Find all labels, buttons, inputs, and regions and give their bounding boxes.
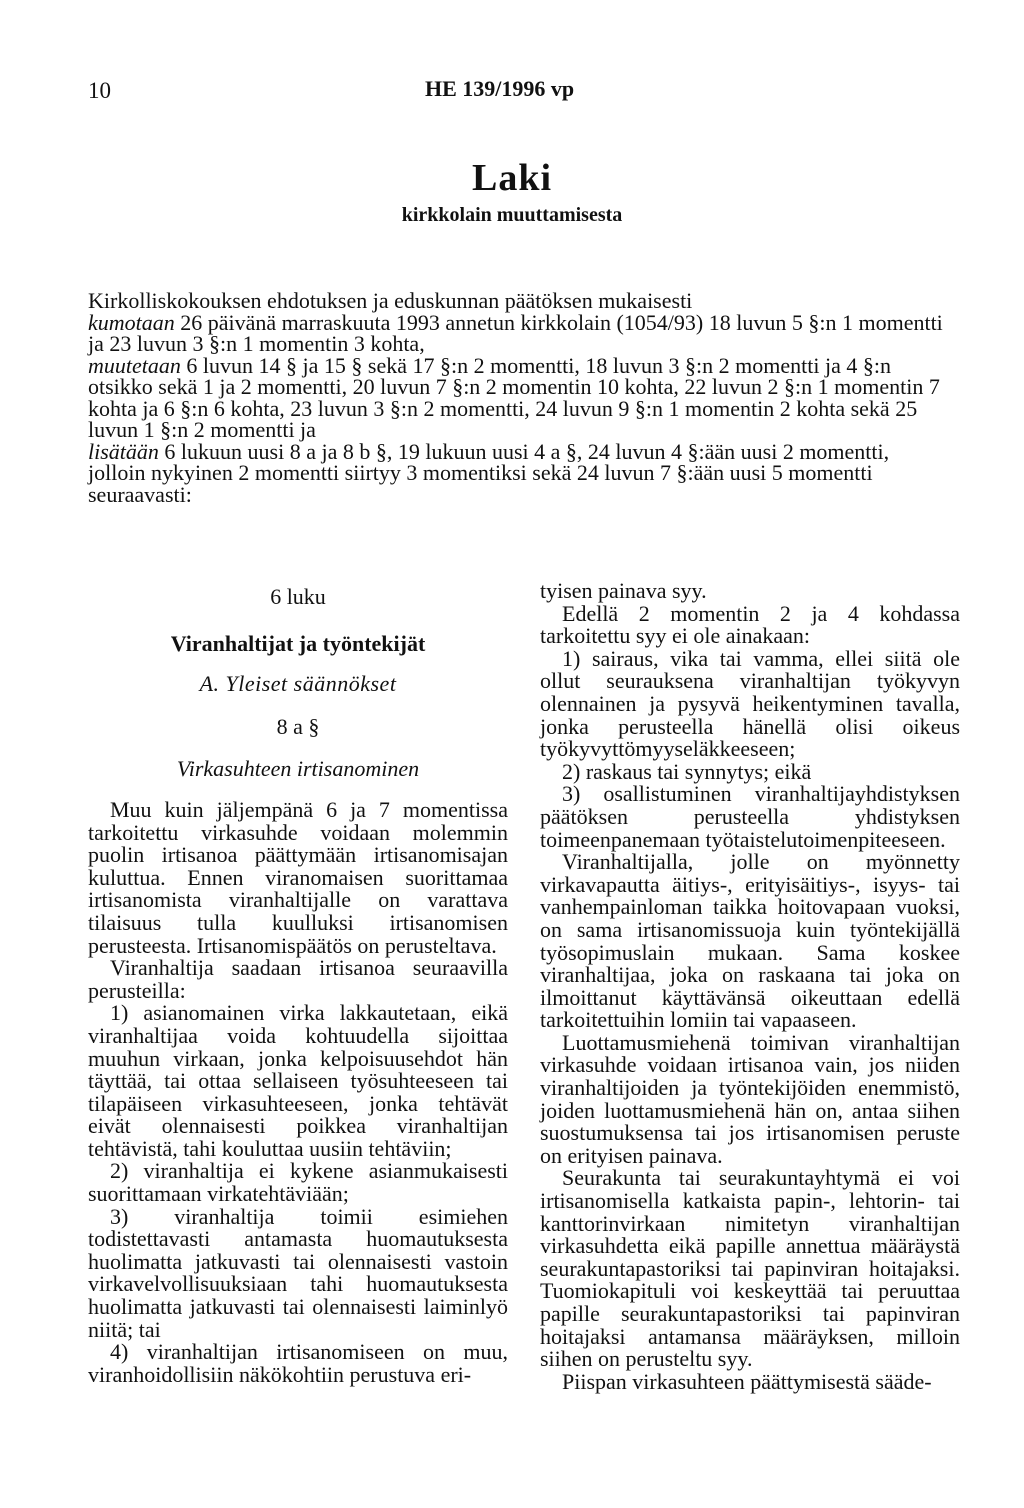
paragraph: Viranhaltijalla, jolle on myönnetty virkavapautta äitiys-, erityisäitiys-, isyys- tai vanhempainloman taikka hoitovapaan vuoksi, on sama irtisanomissuoja kuin työntekijällä työsopimuslain mukaan. Sama koskee viranhaltijaa, joka on raskaana tai joka on ilmoittanut käyttävänsä oikeuttaan edellä tarkoitettuihin lomiin tai vapaaseen. [540,849,960,1033]
paragraph: Luottamusmiehenä toimivan viranhaltijan virkasuhde voidaan irtisanoa vain, jos niiden viranhaltijoiden ja työntekijöiden enemmistö, joiden luottamusmiehenä hän on, antaa siihen suostumuksensa tai jos irtisanomisen peruste on erityisen painava. [540,1029,960,1168]
section-number: 8 a § [276,713,320,739]
list-item: 2) raskaus tai synnytys; eikä [562,758,812,784]
running-head: HE 139/1996 vp [425,76,575,101]
paragraph: Viranhaltija saadaan irtisanoa seuraavilla perusteilla: [88,955,508,1003]
preamble-intro: Kirkolliskokouksen ehdotuksen ja eduskunnan päätöksen mukaisesti [88,288,693,313]
law-title: Laki [471,157,553,199]
paragraph: Piispan virkasuhteen päättymisestä sääde- [562,1368,932,1394]
repeal-keyword: kumotaan [88,309,175,335]
chapter-number: 6 luku [270,584,326,609]
list-item: 3) osallistuminen viranhaltijayhdistyksen päätöksen perusteella yhdistyksen toimeenpanemaan työtaistelutoimenpiteeseen. [540,781,960,852]
repeal-text: 26 päivänä marraskuuta 1993 annetun kirkkolain (1054/93) 18 luvun 5 §:n 1 momentti ja 23 luvun 3 §:n 1 momentin 3 kohta, [88,309,943,356]
amend-keyword: muutetaan [88,352,181,378]
add-keyword: lisätään [88,438,159,464]
paragraph: Edellä 2 momentin 2 ja 4 kohdassa tarkoitettu syy ei ole ainakaan: [540,600,960,649]
preamble-add [88,438,950,507]
paragraph: Muu kuin jäljempänä 6 ja 7 momentissa tarkoitettu virkasuhde voidaan molemmin puolin irtisanoa päättymään irtisanomisajan kuluttua. Ennen viranomaisen suorittamaa irtisanomista viranhaltijalle on varattava tilaisuus tulla kuulluksi irtisanomisen perusteesta. Irtisanomispäätös on perusteltava. [88,796,508,958]
preamble-repeal [88,309,950,356]
preamble-amend [88,352,950,442]
page-number: 10 [88,78,111,103]
list-item: 1) sairaus, vika tai vamma, ellei siitä ole ollut seurauksena viranhaltijan työkyvyn olennainen ja pysyvä heikentyminen tavalla, jonka perusteella hänellä olisi oikeus työkyvyttömyyseläkkeeseen; [540,645,960,762]
preamble [88,290,950,505]
amend-text: 6 luvun 14 § ja 15 § sekä 17 §:n 2 momentti, 18 luvun 3 §:n 2 momentti ja 4 §:n otsikko sekä 1 ja 2 momentti, 20 luvun 7 §:n 2 momentin 10 kohta, 22 luvun 2 §:n 1 momentin 7 kohta ja 6 §:n 6 kohta, 23 luvun 3 §:n 2 momentti, 24 luvun 9 §:n 1 momentin 2 kohta sekä 25 luvun 1 §:n 2 momentti ja [88,352,940,442]
paragraph: Seurakunta tai seurakuntayhtymä ei voi irtisanomisella katkaista papin-, lehtorin- tai kanttorinvirkaan nimitetyn viranhaltijan virkasuhdetta eikä papille annettua määräystä seurakuntapastoriksi tai papinviran hoitajaksi. Tuomiokapituli voi keskeyttää tai peruuttaa papille seurakuntapastoriksi tai papinviran hoitajaksi antamansa määräyksen, milloin siihen on perusteltu syy. [540,1165,960,1372]
chapter-title: Viranhaltijat ja työntekijät [170,630,426,656]
left-column [88,580,508,1386]
section-title: Virkasuhteen irtisanominen [176,756,420,782]
add-text: 6 lukuun uusi 8 a ja 8 b §, 19 lukuun uusi 4 a §, 24 luvun 4 §:ään uusi 2 momentti, jolloin nykyinen 2 momentti siirtyy 3 momentiksi sekä 24 luvun 7 §:ään uusi 5 momentti seuraavasti: [88,438,890,507]
paragraph-continuation: tyisen painava syy. [540,578,707,603]
list-item: 3) viranhaltija toimii esimiehen todistettavasti antamasta huomautuksesta huolimatta jatkuvasti tai olennaisesti vastoin virkavelvollisuuksiaan tahi huomautuksesta huolimatta jatkuvasti tai olennaisesti laiminlyö niitä; tai [88,1203,508,1342]
section-group-heading: A. Yleiset säännökset [199,671,397,697]
list-item: 1) asianomainen virka lakkautetaan, eikä viranhaltijaa voida kohtuudella sijoittaa muuhun virkaan, jonka kelpoisuusehdot hän täyttää, tai ottaa sellaiseen työsuhteeseen tai tilapäiseen virkasuhteeseen, jonka tehtävät eivät olennaisesti poikkea viranhaltijan tehtävistä, tahi kouluttaa uusiin tehtäviin; [88,1000,508,1161]
law-subtitle: kirkkolain muuttamisesta [401,204,623,226]
list-item: 4) viranhaltijan irtisanomiseen on muu, viranhoidollisiin näkökohtiin perustuva eri- [88,1339,508,1387]
right-column [540,580,960,1393]
list-item: 2) viranhaltija ei kykene asianmukaisesti suorittamaan virkatehtäviään; [88,1158,508,1207]
